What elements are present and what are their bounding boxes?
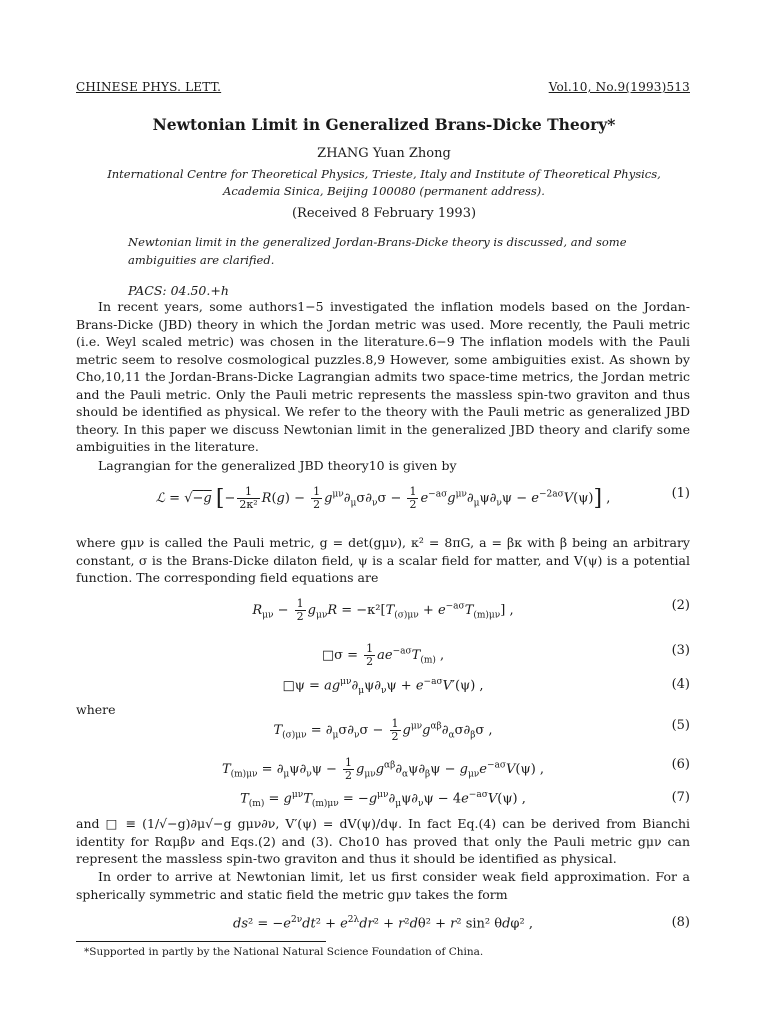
paragraph-lagrangian: Lagrangian for the generalized JBD theory10 is given by — [98, 458, 457, 473]
received-date: (Received 8 February 1993) — [291, 206, 477, 221]
equation-6-body: $T_{(m)\mu\nu} = \partial_\mu\psi\partial_\nu\psi$ − $\frac{1}{2}$ $g_{\mu\nu}g^{\alpha\beta}\partial_\alpha\psi\partial_\beta\psi - g_{\mu\nu}e^{-a\sigma}V(\psi)$ , — [221, 756, 545, 782]
equation-5-number: (5) — [671, 718, 690, 733]
footnote: *Supported in partly by the National Natural Science Foundation of China. — [84, 946, 484, 958]
equation-8-number: (8) — [671, 915, 690, 930]
journal-name: CHINESE PHYS. LETT. — [76, 80, 222, 94]
footnote-rule — [76, 941, 326, 942]
equation-1-number: (1) — [671, 486, 690, 501]
affiliation — [84, 166, 684, 200]
equation-5-body: $T_{(\sigma)\mu\nu} = \partial_\mu\sigma\partial_\nu\sigma$ − $\frac{1}{2}$ $g^{\mu\nu}g^{\alpha\beta}\partial_\alpha\sigma\partial_\beta\sigma$ , — [273, 717, 493, 743]
affiliation-line-1: International Centre for Theoretical Physics, Trieste, Italy and Institute of Theoretical Physics, — [107, 167, 661, 181]
where-label: where — [76, 702, 116, 717]
volume-info: Vol.10, No.9(1993)513 — [548, 80, 690, 94]
equation-4-body: □ψ = $ag^{\mu\nu}\partial_\mu\psi\partial_\nu\psi + e^{-a\sigma}V'(\psi)$ , — [282, 677, 484, 696]
equation-3-body: □σ = $\frac{1}{2}$ $ae^{-a\sigma}T_{(m)}$ , — [321, 642, 445, 668]
equation-3-number: (3) — [671, 643, 690, 658]
equation-7-number: (7) — [671, 790, 690, 805]
paragraph-bianchi: and □ ≡ (1/√−g)∂μ√−g gμν∂ν, V′(ψ) = dV(ψ)/dψ. In fact Eq.(4) can be derived from Bianchi identity for Rαμβν and Eqs.(2) and (3). Cho10 has proved that only the Pauli metric gμν can represent the massless spin-two graviton and thus it should be identified as physical. — [76, 816, 690, 866]
equation-3 — [76, 643, 690, 669]
affiliation-line-2: Academia Sinica, Beijing 100080 (permanent address). — [223, 184, 545, 198]
equation-5 — [76, 718, 690, 744]
equation-6 — [76, 757, 690, 783]
equation-7 — [76, 790, 690, 816]
equation-2-body: $R_{\mu\nu}$ − $\frac{1}{2}$ $g_{\mu\nu}R = -\kappa^2[T_{(\sigma)\mu\nu} + e^{-a\sigma}T_{(m)\mu\nu}]$ , — [252, 597, 514, 623]
author-name: ZHANG Yuan Zhong — [317, 146, 451, 161]
equation-4 — [76, 677, 690, 703]
paper-title: Newtonian Limit in Generalized Brans-Dicke Theory* — [152, 115, 616, 134]
abstract: Newtonian limit in the generalized Jordan-Brans-Dicke theory is discussed, and some ambiguities are clarified. — [128, 235, 627, 267]
equation-8 — [76, 915, 690, 941]
equation-6-number: (6) — [671, 757, 690, 772]
equation-8-body: $ds^2 = -e^{2\nu}dt^2 + e^{2\lambda}dr^2 + r^2d\theta^2 + r^2$ sin² θdφ² , — [233, 915, 533, 932]
paragraph-newtonian: In order to arrive at Newtonian limit, let us first consider weak field approximation. For a spherically symmetric and static field the metric gμν takes the form — [76, 869, 690, 902]
equation-7-body: $T_{(m)} = g^{\mu\nu}T_{(m)\mu\nu} = -g^{\mu\nu}\partial_\mu\psi\partial_\nu\psi - 4e^{-a\sigma}V(\psi)$ , — [240, 790, 526, 809]
equation-2 — [76, 598, 690, 624]
equation-1 — [76, 486, 690, 512]
equation-1-body: ℒ = √−g [− $\frac{1}{\text{2κ²}}$ R(g) − $\frac{1}{2}$ $g^{\mu\nu}\partial_\mu\sigma\partial_\nu\sigma$ − $\frac{1}{2}$ $e^{-a\sigma}g^{\mu\nu}\partial_\mu\psi\partial_\nu\psi - e^{-2a\sigma}V(\psi)$] , — [155, 485, 611, 511]
equation-2-number: (2) — [671, 598, 690, 613]
paragraph-definitions: where gμν is called the Pauli metric, g = det(gμν), κ² = 8πG, a = βκ with β being an arbitrary constant, σ is the Brans-Dicke dilaton field, ψ is a scalar field for matter, and V(ψ) is a potential function. The corresponding field equations are — [76, 535, 690, 585]
equation-4-number: (4) — [671, 677, 690, 692]
paragraph-intro: In recent years, some authors1−5 investigated the inflation models based on the Jordan-Brans-Dicke (JBD) theory in which the Jordan metric was used. More recently, the Pauli metric (i.e. Weyl scaled metric) was chosen in the literature.6−9 The inflation models with the Pauli metric seem to resolve cosmological puzzles.8,9 However, some ambiguities exist. As shown by Cho,10,11 the Jordan-Brans-Dicke Lagrangian admits two space-time metrics, the Jordan metric and the Pauli metric. Only the Pauli metric represents the massless spin-two graviton and thus should be identified as physical. We refer to the theory with the Pauli metric as generalized JBD theory. In this paper we discuss Newtonian limit in the generalized JBD theory and clarify some ambiguities in the literature. — [76, 299, 690, 454]
pacs-code: PACS: 04.50.+h — [128, 283, 229, 298]
